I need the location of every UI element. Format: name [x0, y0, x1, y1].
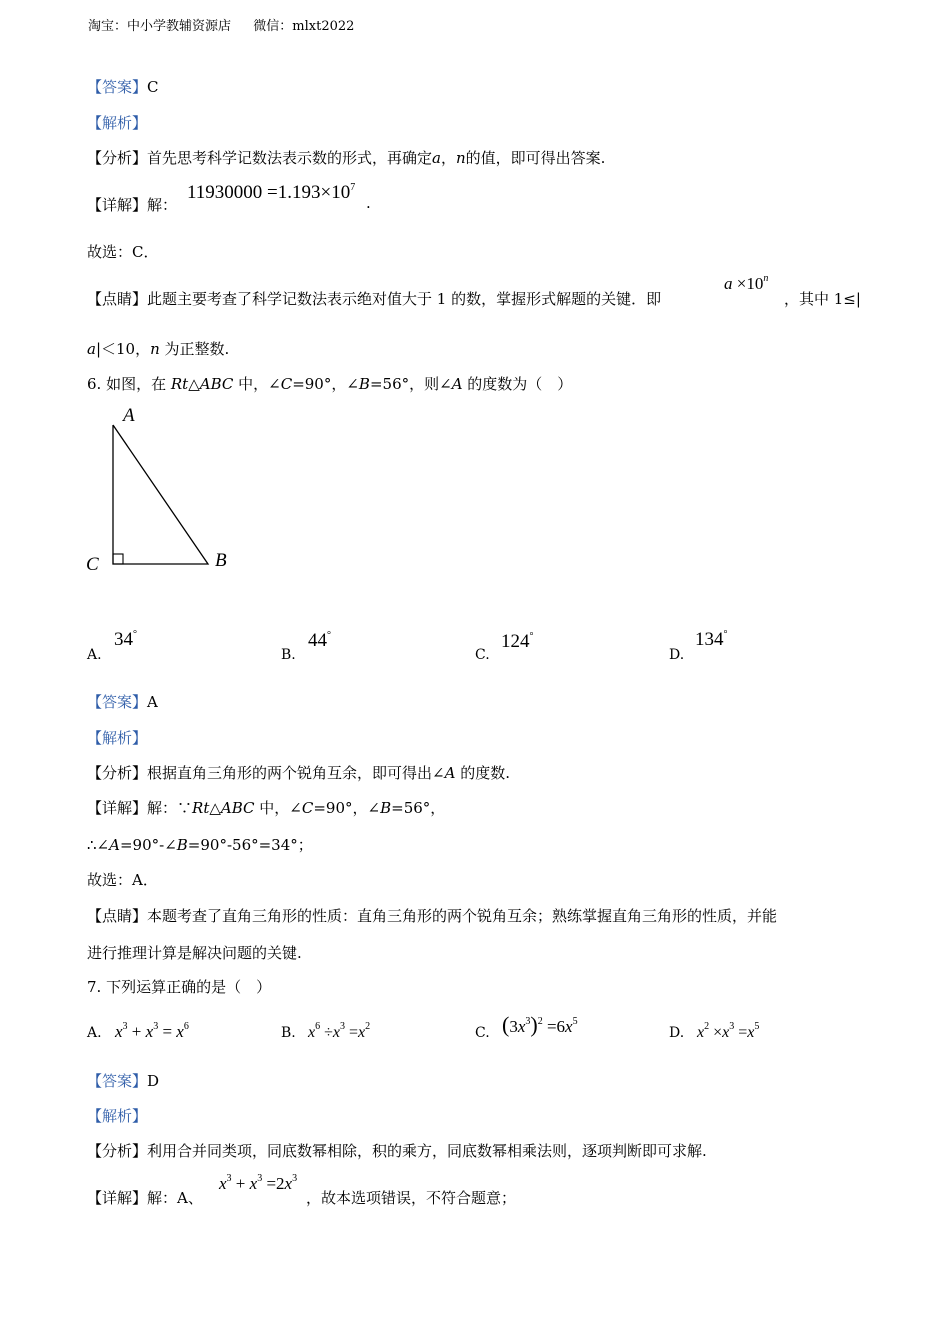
q5-analysis-tag: 【解析】	[87, 114, 148, 132]
q6-option-a-value: 34°	[114, 629, 137, 650]
q6-option-d-value: 134°	[695, 629, 728, 650]
q6-analysis-tag: 【解析】	[87, 729, 148, 747]
q6-detail-line2: ∴∠A=90°-∠B=90°-56°=34°；	[87, 836, 313, 854]
q7-detail: 【详解】解：A、	[87, 1189, 203, 1207]
q5-answer: 【答案】C	[87, 78, 159, 96]
right-angle-mark	[113, 554, 123, 564]
q5-comment-line2: a|＜10，n 为正整数.	[87, 340, 230, 358]
q5-fenxi: 【分析】首先思考科学记数法表示数的形式，再确定a，n的值，即可得出答案.	[87, 149, 606, 167]
q6-option-b-value: 44°	[308, 630, 331, 651]
q7-option-b[interactable]: B.	[281, 1025, 296, 1041]
q6-choice: 故选：A．	[87, 871, 158, 889]
vertex-label-b: B	[215, 550, 227, 571]
q5-formula: $11930000 =1.193\times 10^7$	[187, 182, 356, 203]
q6-option-a[interactable]: A.	[87, 647, 102, 663]
q7-option-a[interactable]: A.	[87, 1025, 102, 1041]
header	[88, 15, 354, 34]
q6-option-d[interactable]: D.	[669, 647, 685, 663]
q6-option-c-value: 124°	[501, 631, 534, 652]
q6-option-c[interactable]: C.	[475, 647, 490, 663]
q5-sci-notation: $a \times 10^n$	[724, 273, 769, 293]
triangle-outline	[113, 425, 208, 564]
q7-option-a-expr: $x^3 + x^3 = x^6$	[115, 1021, 189, 1041]
q7-fenxi: 【分析】利用合并同类项，同底数幂相除，积的乘方，同底数幂相乘法则，逐项判断即可求解.	[87, 1142, 707, 1160]
vertex-label-a: A	[123, 405, 135, 426]
header-wechat: 微信：mlxt2022	[253, 19, 355, 34]
q6-comment: 【点睛】本题考查了直角三角形的性质：直角三角形的两个锐角互余；熟练掌握直角三角形的性质，并能	[87, 907, 778, 925]
q7-answer: 【答案】D	[87, 1072, 160, 1090]
q6-fenxi: 【分析】根据直角三角形的两个锐角互余，即可得出∠A 的度数.	[87, 764, 510, 782]
q7-analysis-tag: 【解析】	[87, 1107, 148, 1125]
q5-choice: 故选：C．	[87, 243, 159, 261]
q7-option-c-expr: $(3x^3)^2 =6x^5$	[502, 1012, 578, 1037]
q5-formula-end: .	[366, 194, 371, 212]
q7-option-b-expr: $x^6 \div x^3 =x^2$	[308, 1021, 371, 1041]
q7-detail-suffix: ，故本选项错误，不符合题意；	[306, 1189, 517, 1207]
q7-detail-expr: $x^3 + x^3 =2x^3$	[219, 1173, 298, 1193]
q6-detail: 【详解】解：∵Rt△ABC 中，∠C=90°，∠B=56°，	[87, 799, 446, 817]
vertex-label-c: C	[86, 554, 99, 575]
q5-comment-range: ，其中 1≤|	[784, 290, 861, 308]
q6-comment-line2: 进行推理计算是解决问题的关键.	[87, 944, 302, 962]
q5-detail: 【详解】解：	[87, 196, 178, 214]
q6-option-b[interactable]: B.	[281, 647, 296, 663]
q7-option-d-expr: $x^2 \times x^3 =x^5$	[697, 1021, 760, 1041]
q7-option-d[interactable]: D.	[669, 1025, 685, 1041]
q6-answer: 【答案】A	[87, 693, 158, 711]
q5-comment: 【点睛】此题主要考查了科学记数法表示绝对值大于 1 的数，掌握形式解题的关键．即	[87, 290, 662, 308]
triangle-figure	[80, 400, 280, 585]
q7-option-c[interactable]: C.	[475, 1025, 490, 1041]
header-shop: 淘宝：中小学教辅资源店	[88, 19, 232, 34]
q6-stem: 6. 如图，在 Rt△ABC 中，∠C=90°，∠B=56°，则∠A 的度数为（ ）	[87, 375, 573, 393]
q7-stem: 7. 下列运算正确的是（ ）	[87, 978, 272, 996]
